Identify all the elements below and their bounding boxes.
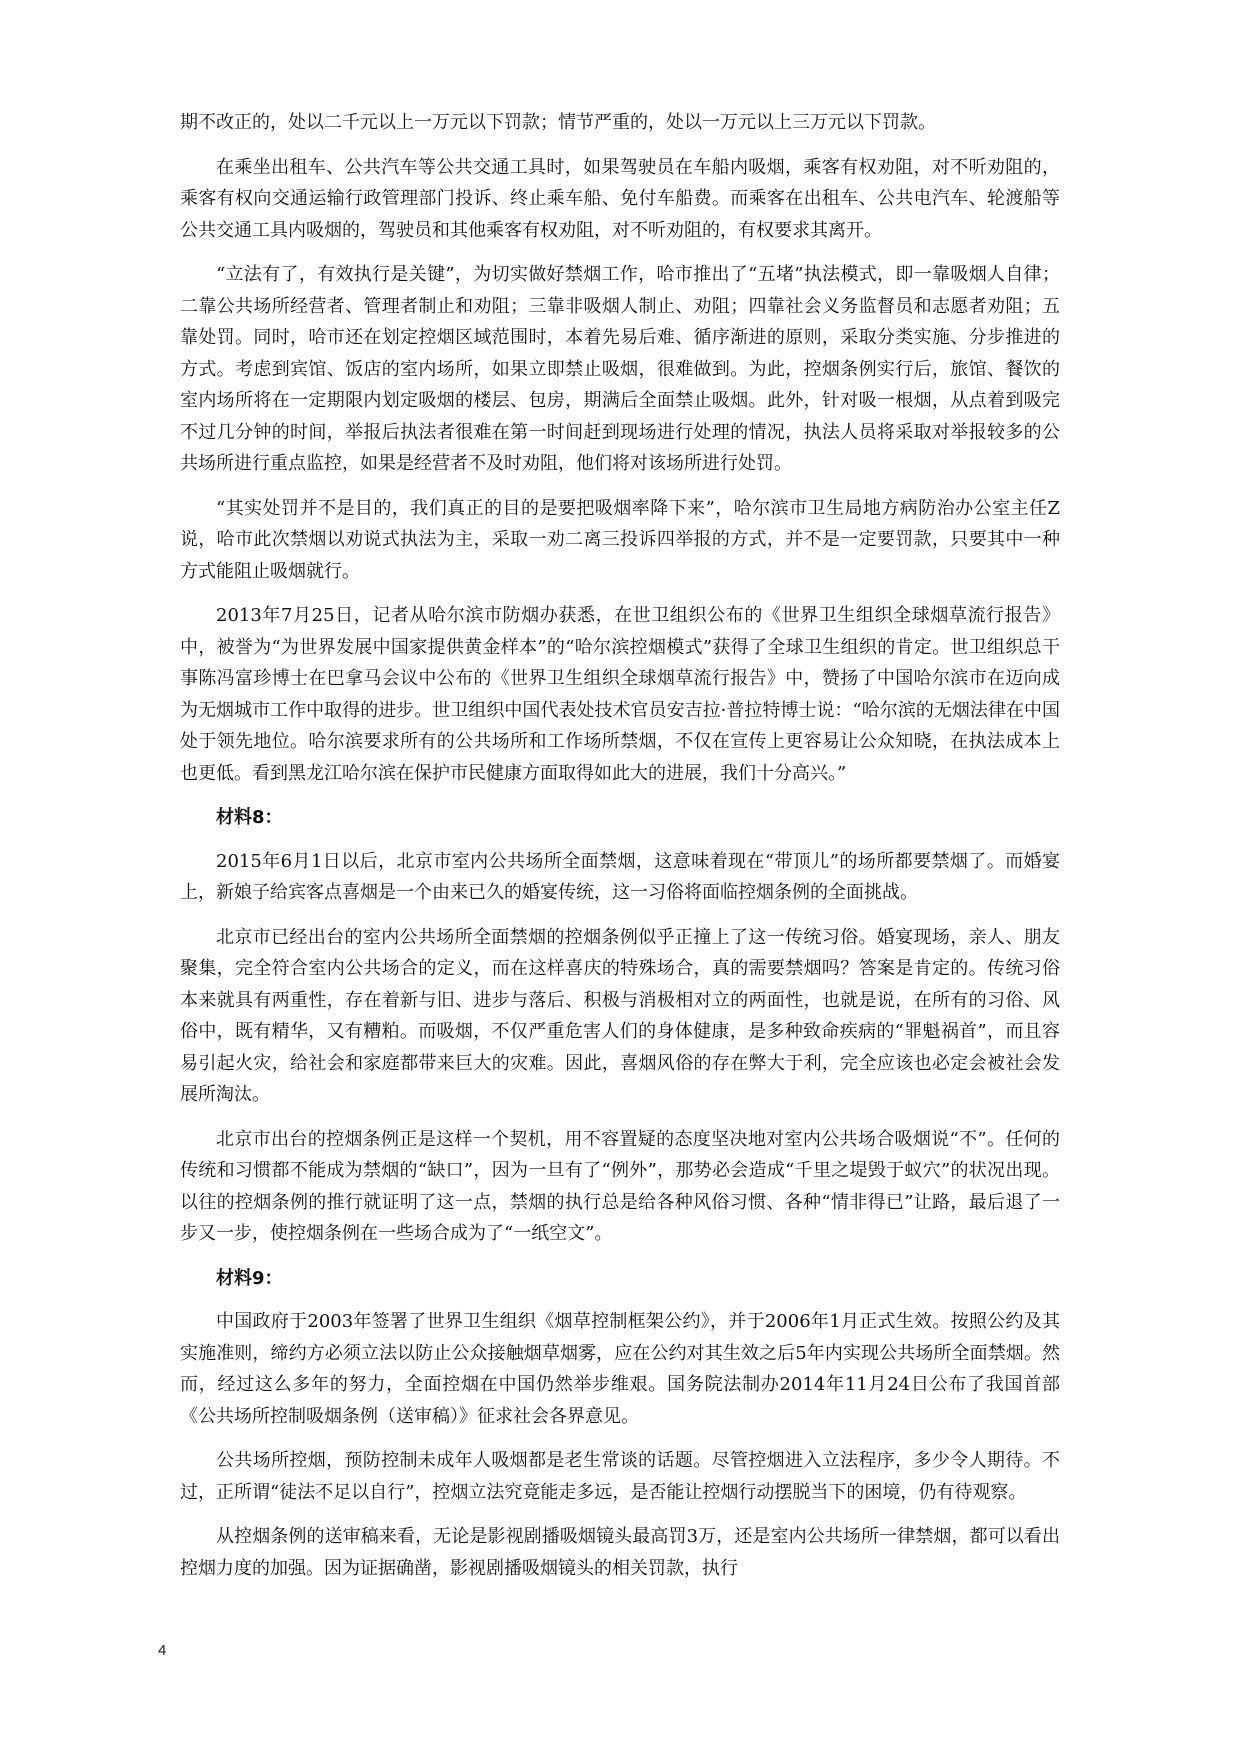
paragraph: 中国政府于2003年签署了世界卫生组织《烟草控制框架公约》，并于2006年1月正式生效。按照公约及其实施准则，缔约方必须立法以防止公众接触烟草烟雾，应在公约对其生效之后5年内实现公共场所全面禁烟。然而，经过这么多年的努力，全面控烟在中国仍然举步维艰。国务院法制办2014年11月24日公布了我国首部《公共场所控制吸烟条例（送审稿）》征求社会各界意见。	[180, 1311, 1060, 1427]
page-number: 4	[158, 1642, 167, 1659]
paragraph: 在乘坐出租车、公共汽车等公共交通工具时，如果驾驶员在车船内吸烟，乘客有权劝阻，对不听劝阻的，乘客有权向交通运输行政管理部门投诉、终止乘车船、免付车船费。而乘客在出租车、公共电汽车、轮渡船等公共交通工具内吸烟的，驾驶员和其他乘客有权劝阻，对不听劝阻的，有权要求其离开。	[180, 156, 1060, 241]
paragraph: 2015年6月1日以后，北京市室内公共场所全面禁烟，这意味着现在“带顶儿”的场所都要禁烟了。而婚宴上，新娘子给宾客点喜烟是一个由来已久的婚宴传统，这一习俗将面临控烟条例的全面挑战。	[180, 850, 1060, 903]
page-body	[180, 107, 1060, 1597]
paragraph: 北京市出台的控烟条例正是这样一个契机，用不容置疑的态度坚决地对室内公共场合吸烟说“不”。任何的传统和习惯都不能成为禁烟的“缺口”，因为一旦有了“例外”，那势必会造成“千里之堤毁于蚁穴”的状况出现。以往的控烟条例的推行就证明了这一点，禁烟的执行总是给各种风俗习惯、各种“情非得已”让路，最后退了一步又一步，使控烟条例在一些场合成为了“一纸空文”。	[180, 1128, 1060, 1244]
paragraph: 期不改正的，处以二千元以上一万元以下罚款；情节严重的，处以一万元以上三万元以下罚款。	[180, 112, 936, 133]
paragraph: 北京市已经出台的室内公共场所全面禁烟的控烟条例似乎正撞上了这一传统习俗。婚宴现场，亲人、朋友聚集，完全符合室内公共场合的定义，而在这样喜庆的特殊场合，真的需要禁烟吗？答案是肯定的。传统习俗本来就具有两重性，存在着新与旧、进步与落后、积极与消极相对立的两面性，也就是说，在所有的习俗、风俗中，既有精华，又有糟粕。而吸烟，不仅严重危害人们的身体健康，是多种致命疾病的“罪魁祸首”，而且容易引起火灾，给社会和家庭都带来巨大的灾难。因此，喜烟风俗的存在弊大于利，完全应该也必定会被社会发展所淘汰。	[180, 926, 1060, 1105]
paragraph: 2013年7月25日，记者从哈尔滨市防烟办获悉，在世卫组织公布的《世界卫生组织全球烟草流行报告》中，被誉为“为世界发展中国家提供黄金样本”的“哈尔滨控烟模式”获得了全球卫生组织的肯定。世卫组织总干事陈冯富珍博士在巴拿马会议中公布的《世界卫生组织全球烟草流行报告》中，赞扬了中国哈尔滨市在迈向成为无烟城市工作中取得的进步。世卫组织中国代表处技术官员安吉拉·普拉特博士说：“哈尔滨的无烟法律在中国处于领先地位。哈尔滨要求所有的公共场所和工作场所禁烟，不仅在宣传上更容易让公众知晓，在执法成本上也更低。看到黑龙江哈尔滨在保护市民健康方面取得如此大的进展，我们十分高兴。”	[180, 605, 1060, 784]
paragraph: 公共场所控烟，预防控制未成年人吸烟都是老生常谈的话题。尽管控烟进入立法程序，多少令人期待。不过，正所谓“徒法不足以自行”，控烟立法究竟能走多远，是否能让控烟行动摆脱当下的困境，仍有待观察。	[180, 1450, 1060, 1503]
section-heading-material-8: 材料8：	[216, 807, 283, 828]
paragraph: “立法有了，有效执行是关键”，为切实做好禁烟工作，哈市推出了“五堵”执法模式，即一靠吸烟人自律；二靠公共场所经营者、管理者制止和劝阻；三靠非吸烟人制止、劝阻；四靠社会义务监督员和志愿者劝阻；五靠处罚。同时，哈市还在划定控烟区域范围时，本着先易后难、循序渐进的原则，采取分类实施、分步推进的方式。考虑到宾馆、饭店的室内场所，如果立即禁止吸烟，很难做到。为此，控烟条例实行后，旅馆、餐饮的室内场所将在一定期限内划定吸烟的楼层、包房，期满后全面禁止吸烟。此外，针对吸一根烟，从点着到吸完不过几分钟的时间，举报后执法者很难在第一时间赶到现场进行处理的情况，执法人员将采取对举报较多的公共场所进行重点监控，如果是经营者不及时劝阻，他们将对该场所进行处罚。	[180, 264, 1060, 474]
section-heading-material-9: 材料9：	[216, 1267, 283, 1289]
paragraph: 从控烟条例的送审稿来看，无论是影视剧播吸烟镜头最高罚3万，还是室内公共场所一律禁烟，都可以看出控烟力度的加强。因为证据确凿，影视剧播吸烟镜头的相关罚款，执行	[180, 1526, 1060, 1579]
paragraph: “其实处罚并不是目的，我们真正的目的是要把吸烟率降下来”，哈尔滨市卫生局地方病防治办公室主任Z说，哈市此次禁烟以劝说式执法为主，采取一劝二离三投诉四举报的方式，并不是一定要罚款，只要其中一种方式能阻止吸烟就行。	[180, 497, 1060, 582]
